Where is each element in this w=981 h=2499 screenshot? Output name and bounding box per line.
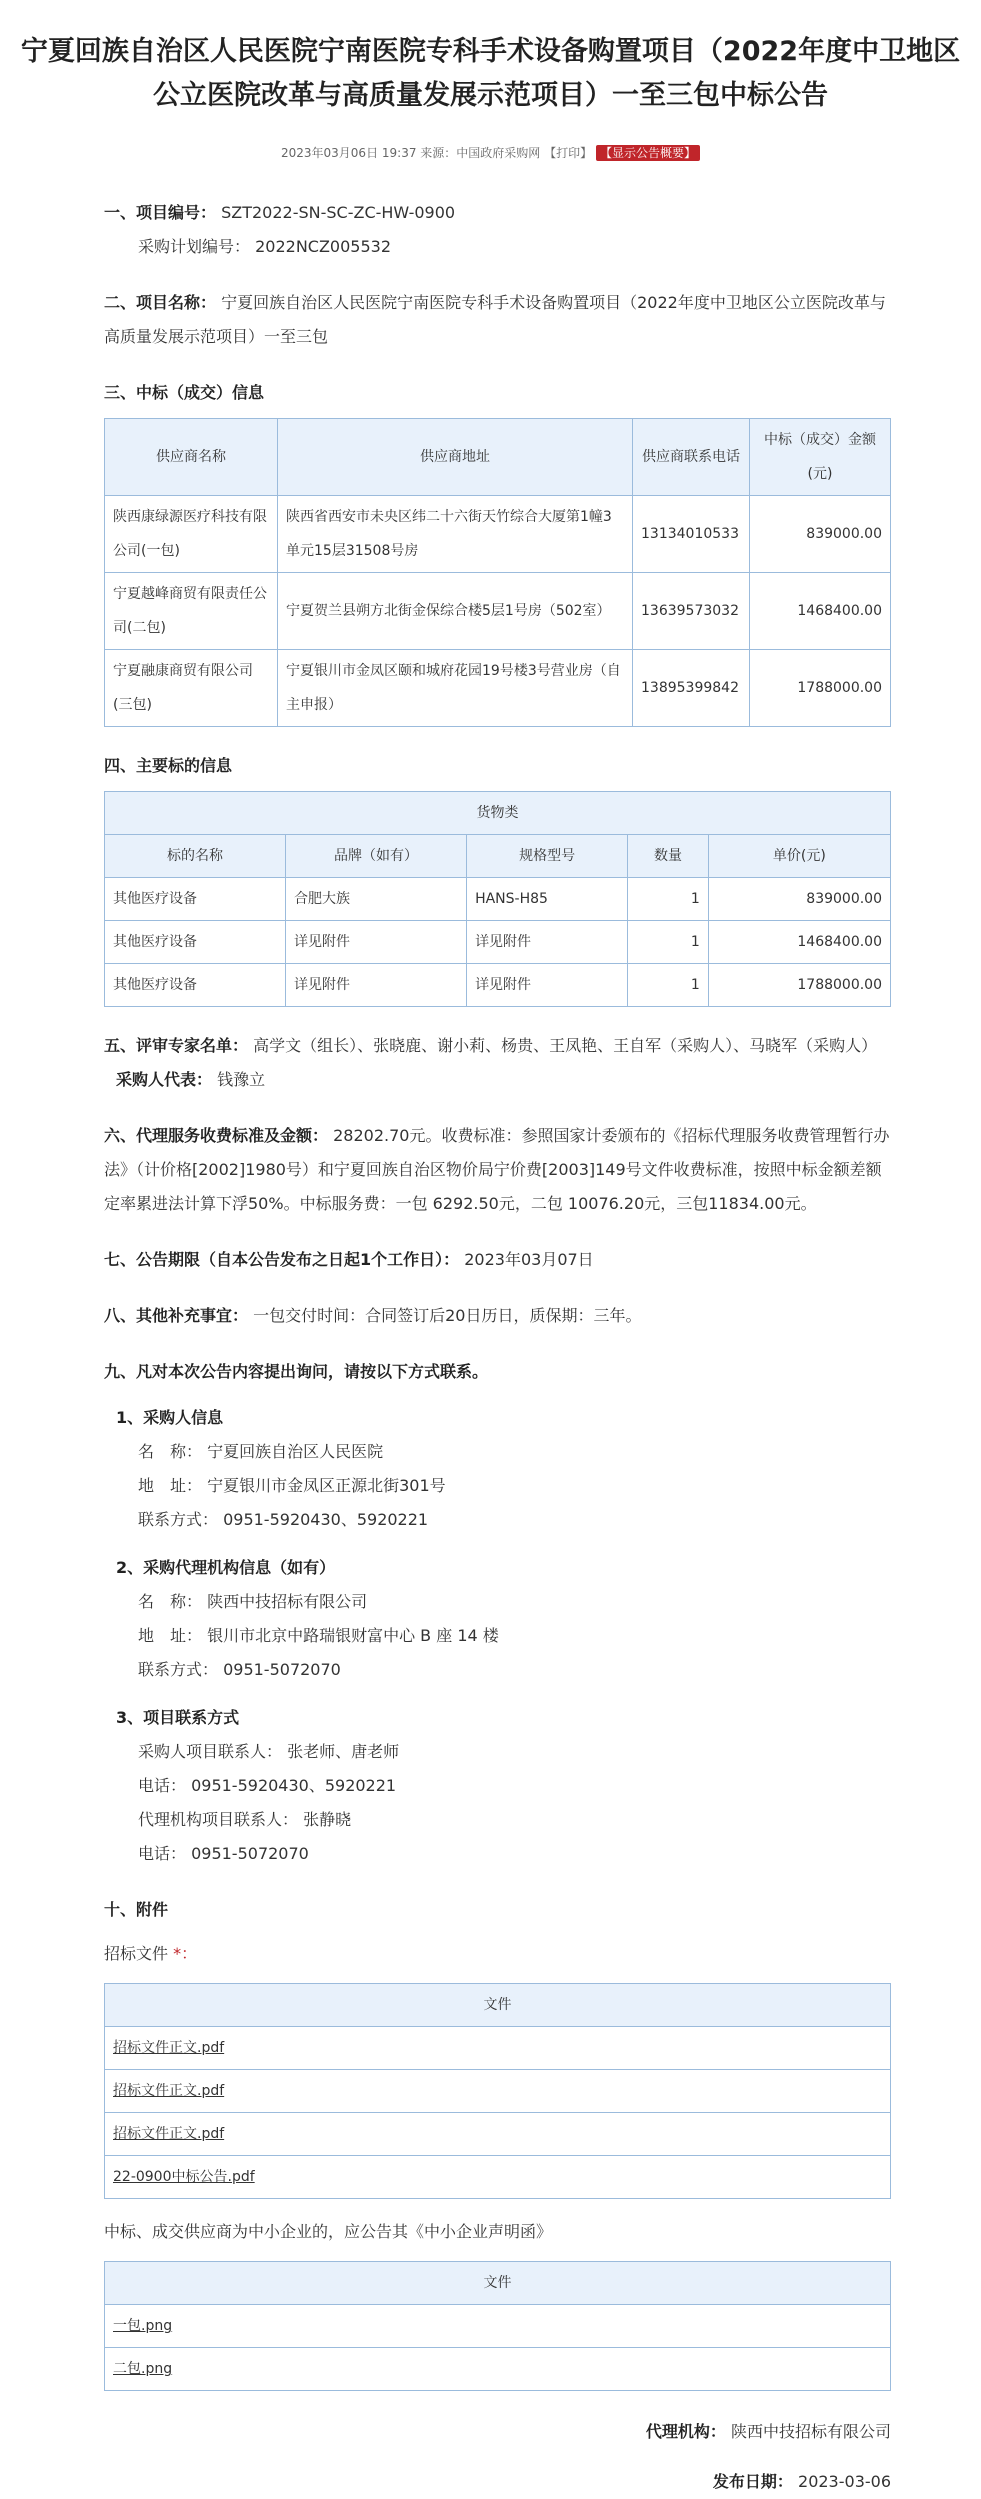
table-row [105, 2113, 891, 2156]
agency-footer-value: 陕西中技招标有限公司 [730, 2422, 891, 2441]
project-name: 宁夏回族自治区人民医院宁南医院专科手术设备购置项目（2022年度中卫地区公立医院改革与高质量发展示范项目）一至三包 [104, 293, 886, 346]
buyer-address: 地 址： 宁夏银川市金凤区正源北街301号 [138, 1476, 446, 1495]
col-item-name: 标的名称 [105, 835, 286, 878]
item-price: 839000.00 [708, 878, 890, 921]
s4-label: 四、主要标的信息 [104, 756, 233, 775]
s8-label: 八、其他补充事宜： [104, 1306, 249, 1325]
item-name: 其他医疗设备 [105, 921, 286, 964]
file-link[interactable]: 一包.png [113, 2318, 173, 2334]
s1-label: 一、项目编号： [104, 203, 217, 222]
col-amount: 中标（成交）金额(元) [750, 419, 891, 496]
table-row [105, 496, 891, 573]
supplier-phone: 13134010533 [633, 496, 750, 573]
show-summary-button[interactable]: 【显示公告概要】 [596, 145, 700, 161]
publish-date-value: 2023-03-06 [798, 2472, 891, 2491]
table-row [105, 2027, 891, 2070]
notice-deadline: 2023年03月07日 [464, 1250, 594, 1269]
col-supplier: 供应商名称 [105, 419, 278, 496]
publish-date-label: 发布日期： [712, 2472, 793, 2491]
project-contact-heading: 3、项目联系方式 [116, 1708, 240, 1727]
item-brand: 详见附件 [286, 921, 467, 964]
s7-label: 七、公告期限（自本公告发布之日起1个工作日）： [104, 1250, 460, 1269]
table-row [105, 573, 891, 650]
items-table [104, 791, 891, 1007]
table-row [105, 2156, 891, 2199]
s3-label: 三、中标（成交）信息 [104, 383, 265, 402]
winner-table [104, 418, 891, 727]
col-unit-price: 单价(元) [708, 835, 890, 878]
agency-contact: 联系方式： 0951-5072070 [138, 1660, 341, 1679]
file-col-header: 文件 [105, 1984, 891, 2027]
table-row [105, 2305, 891, 2348]
tender-files-table [104, 1983, 891, 2199]
goods-category: 货物类 [105, 792, 891, 835]
publish-datetime: 2023年03月06日 19:37 [280, 146, 417, 160]
table-row [105, 2070, 891, 2113]
source: 来源：中国政府采购网 [420, 146, 541, 160]
col-qty: 数量 [628, 835, 709, 878]
table-row [105, 964, 891, 1007]
announcement-body [104, 196, 891, 2499]
item-qty: 1 [628, 878, 709, 921]
supplier-address: 陕西省西安市未央区纬二十六街天竹综合大厦第1幢3单元15层31508号房 [278, 496, 633, 573]
item-price: 1468400.00 [708, 921, 890, 964]
agency-address: 地 址： 银川市北京中路瑞银财富中心 B 座 14 楼 [138, 1626, 499, 1645]
win-amount: 1788000.00 [750, 650, 891, 727]
file-link[interactable]: 招标文件正文.pdf [113, 2126, 225, 2142]
files-label: 招标文件 [104, 1944, 169, 1963]
item-name: 其他医疗设备 [105, 878, 286, 921]
file-link[interactable]: 招标文件正文.pdf [113, 2040, 225, 2056]
s9-label: 九、凡对本次公告内容提出询问，请按以下方式联系。 [104, 1362, 489, 1381]
sme-files-table [104, 2261, 891, 2391]
col-phone: 供应商联系电话 [633, 419, 750, 496]
supplier-phone: 13639573032 [633, 573, 750, 650]
file-link[interactable]: 招标文件正文.pdf [113, 2083, 225, 2099]
table-row [105, 921, 891, 964]
agency-project-phone: 电话： 0951-5072070 [138, 1844, 309, 1863]
item-price: 1788000.00 [708, 964, 890, 1007]
table-row [105, 878, 891, 921]
plan-number: 2022NCZ005532 [255, 237, 392, 256]
rep-value: 钱豫立 [217, 1070, 266, 1089]
col-model: 规格型号 [467, 835, 628, 878]
page-title: 宁夏回族自治区人民医院宁南医院专科手术设备购置项目（2022年度中卫地区公立医院改革与高质量发展示范项目）一至三包中标公告 [20, 36, 961, 111]
required-mark: *： [173, 1944, 198, 1963]
win-amount: 839000.00 [750, 496, 891, 573]
item-model: HANS-H85 [467, 878, 628, 921]
item-model: 详见附件 [467, 921, 628, 964]
item-qty: 1 [628, 964, 709, 1007]
item-brand: 详见附件 [286, 964, 467, 1007]
fee-text: 28202.70元。收费标准：参照国家计委颁布的《招标代理服务收费管理暂行办法》（计价格[2002]1980号）和宁夏回族自治区物价局宁价费[2003]149号文件收费标准，按照中标金额差额定率累进法计算下浮50%。中标服务费：一包 6292.50元，二包 10076.20元，三包11834.00元。 [104, 1126, 890, 1213]
supplier-name: 宁夏融康商贸有限公司(三包) [105, 650, 278, 727]
supplier-phone: 13895399842 [633, 650, 750, 727]
table-row [105, 2348, 891, 2391]
item-brand: 合肥大族 [286, 878, 467, 921]
col-brand: 品牌（如有） [286, 835, 467, 878]
win-amount: 1468400.00 [750, 573, 891, 650]
meta-line [0, 144, 981, 161]
table-row [105, 650, 891, 727]
expert-list: 高学文（组长）、张晓鹿、谢小莉、杨贵、王凤艳、王自军（采购人）、马晓军（采购人） [253, 1036, 878, 1055]
supplier-address: 宁夏银川市金凤区颐和城府花园19号楼3号营业房（自主申报） [278, 650, 633, 727]
file-link[interactable]: 22-0900中标公告.pdf [113, 2169, 255, 2185]
item-model: 详见附件 [467, 964, 628, 1007]
file-col-header: 文件 [105, 2262, 891, 2305]
buyer-name: 名 称： 宁夏回族自治区人民医院 [138, 1442, 384, 1461]
s6-label: 六、代理服务收费标准及金额： [104, 1126, 329, 1145]
s10-label: 十、附件 [104, 1900, 169, 1919]
buyer-contact: 联系方式： 0951-5920430、5920221 [138, 1510, 429, 1529]
supplier-name: 宁夏越峰商贸有限责任公司(二包) [105, 573, 278, 650]
agency-project-contact: 代理机构项目联系人： 张静晓 [138, 1810, 352, 1829]
rep-label: 采购人代表： [116, 1070, 213, 1089]
file-link[interactable]: 二包.png [113, 2361, 173, 2377]
supplier-name: 陕西康绿源医疗科技有限公司(一包) [105, 496, 278, 573]
item-qty: 1 [628, 921, 709, 964]
buyer-heading: 1、采购人信息 [116, 1408, 224, 1427]
item-name: 其他医疗设备 [105, 964, 286, 1007]
agency-name: 名 称： 陕西中技招标有限公司 [138, 1592, 368, 1611]
sme-note: 中标、成交供应商为中小企业的，应公告其《中小企业声明函》 [104, 2222, 553, 2241]
project-number: SZT2022-SN-SC-ZC-HW-0900 [221, 203, 456, 222]
agency-heading: 2、采购代理机构信息（如有） [116, 1558, 336, 1577]
print-link[interactable]: 【打印】 [544, 146, 593, 160]
s5-label: 五、评审专家名单： [104, 1036, 249, 1055]
supplier-address: 宁夏贺兰县朔方北街金保综合楼5层1号房（502室） [278, 573, 633, 650]
plan-number-label: 采购计划编号： [138, 237, 251, 256]
other-notes: 一包交付时间：合同签订后20日历日，质保期：三年。 [253, 1306, 642, 1325]
col-address: 供应商地址 [278, 419, 633, 496]
agency-footer-label: 代理机构： [645, 2422, 726, 2441]
s2-label: 二、项目名称： [104, 293, 217, 312]
buyer-project-phone: 电话： 0951-5920430、5920221 [138, 1776, 397, 1795]
buyer-project-contact: 采购人项目联系人： 张老师、唐老师 [138, 1742, 400, 1761]
